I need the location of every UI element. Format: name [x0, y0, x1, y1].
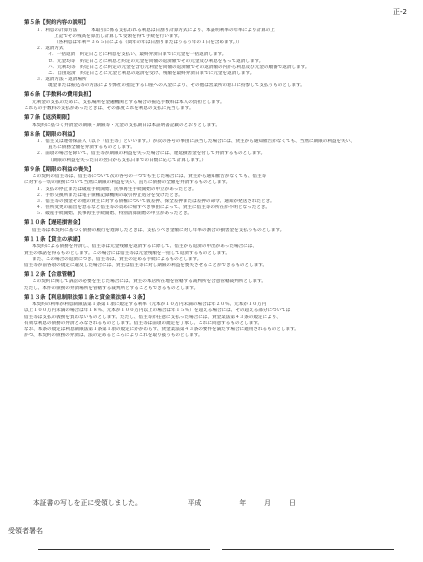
article-text-line: １．支払の停止または破産手続開始、民事再生手続開始の申立があったとき。: [36, 186, 197, 192]
article-text-line: かつ、本契約の債務の弁済は、法の定めるところによりこれを取り扱うものとします。: [24, 333, 203, 339]
article-text-line: ２．返済方式: [36, 46, 64, 52]
contract-article: [24, 132, 404, 164]
article-text-line: 元利金の支払のために、支払場所を金融機関とする場合の振込手数料は本人の負担とします。: [32, 99, 225, 105]
article-title: 第１３条【利息制限法第１条と貸金業法第４３条】: [24, 294, 148, 301]
article-text-line: （期限の利益を失った日の翌日から支払日までの日数に応じて計算します。）: [48, 157, 207, 163]
article-title: 第１１条【貸主の承諾】: [24, 236, 84, 243]
article-text-line: この契約の借主等は、借主等について次の各号の一つでも生じた場合には、貸主から通知催告がなくても、借主等: [32, 174, 267, 180]
article-title: 第１０条【遅延損害金】: [24, 220, 84, 227]
article-text-line: ４．住所変更の届出を怠るなど借主等の責めに帰すべき事由によって、貸主に借主等の所在が不明となったとき。: [36, 205, 270, 211]
article-text-line: ２．手形交換所または電子債権記録機関の取引停止処分を受けたとき。: [36, 192, 183, 198]
article-text-line: ニ．自由返済 約定日ごとに元金と利息の返済を受け、残額を最終弁済日までに元金を返済します。: [48, 70, 255, 76]
article-text-line: 現金または振込等の方法により弊社の指定する口座への入金により、その他は営業所の窓口に持参して支払うものとします。: [48, 83, 305, 89]
article-text-line: 以上１００万円未満の場合は年１８％、元本が１００万円以上の場合は年１５％）を超える場合には、その超える部分については: [24, 308, 291, 314]
year-label: 年: [239, 499, 247, 507]
contract-articles: [24, 20, 404, 342]
article-text-line: ３．返済方法・返済場所: [36, 77, 87, 83]
article-text-line: これらの手数料の支払があったときは、その都度これを利息の支払に充当します。: [24, 106, 194, 112]
contract-article: [24, 92, 404, 112]
article-text-line: 借主等が前各項の規定に違反した場合には、貸主は借主等に対し期限の利益を喪失させることができるものとします。: [24, 262, 268, 268]
signer-label: 受領者署名: [8, 527, 43, 535]
article-text-line: １．利息の計算方法 本取引に係る支払われる利息は日割り計算方式により、本証明利率の年率により計算の上: [36, 27, 275, 33]
article-text-line: （各利息は年利＝３６５日による（閏年の年は日割りまたはうるう年の１日を含めます。））: [54, 39, 242, 45]
article-text-line: イ．一括返済 約定日ごとに利息を支払い、最終弁済日までに元金を一括返済します。: [48, 52, 227, 58]
day-label: 日: [288, 499, 296, 507]
article-title: 第７条【返済期限】: [24, 115, 73, 122]
signature-line: [38, 549, 210, 550]
article-text-line: ３．借主等の預金その他の貸主に対する債権について仮差押、保全差押または差押の命令、通知が発送されたとき。: [36, 198, 275, 204]
article-text-line: に対する一切の債務について当然に期限の利益を失い、直ちに債務の全額を弁済するものとします。: [24, 180, 231, 186]
contract-article: [24, 220, 404, 234]
article-title: 第５条【契約内容の説明】: [24, 20, 89, 26]
article-text-line: ロ．元金均等 約定日ごとに利息と約定の元金を同額の返済額でその元金及び利息をもって返済します。: [48, 58, 264, 64]
article-text-line: 借主等は本契約に基づく債務の履行を遅滞したときは、支払うべき金額に対し年率の割合の損害金を支払うものとします。: [32, 227, 285, 233]
signature-line: [222, 549, 394, 550]
article-text-line: 直ちに債務全額を弁済するものとします。: [48, 145, 135, 151]
article-text-line: 本契約に基づく弁済金の期限・期限等・元金の支払期日は本証明書記載のとおりとします。: [32, 122, 220, 128]
article-title: 第８条【期限の利益】: [24, 131, 78, 138]
article-text-line: 有効な利息の債務の弁済とみなされるものとします。借主等は前項の規定を了承し、これに同意するものとします。: [24, 320, 263, 326]
article-title: 第１２条【合意管轄】: [24, 271, 78, 278]
contract-article: [24, 20, 404, 90]
contract-article: [24, 295, 404, 340]
receipt-statement: 本証書の写しを正に受領しました。: [33, 499, 142, 507]
article-text-line: 上記でその残高を算出し計算して受領を得て手続を行います。: [54, 33, 183, 39]
article-text-line: 貸主の承諾を得るものとします。この場合には借主等は元金残額を一括して返済するものとします。: [24, 250, 230, 256]
era-label: 平成: [187, 499, 202, 507]
article-text-line: ハ．元利均等 約定日ごとに約定の元金を含む元利金を同額の返済額でその返済額の内から利息及び元金の順番で返済します。: [48, 64, 310, 70]
article-text-line: ５．破産手続開始、民事再生手続開始、特別清算開始の申立があったとき。: [36, 211, 192, 217]
contract-article: [24, 167, 404, 218]
article-text-line: １．借主又は連帯保証人（以下「借主等」といいます。）が次の各号の事由に該当した場合には、貸主から通知催告がなくても、当然に期限の利益を失い、: [36, 139, 355, 145]
article-text-line: また、この場合の返済につき、借主等は、貸主の定める手続によるものとします。: [32, 256, 202, 262]
article-text-line: ただし、本件の債務の弁済場所を管轄する裁判所とすることもできるものとします。: [24, 285, 199, 291]
contract-article: [24, 237, 404, 269]
contract-article: [24, 115, 404, 129]
article-text-line: なお、本条の規定は利息制限法第１条第１項の規定にかかわらず、貸金業法第４３条の要件を満たす場合に適用されるものとします。: [24, 326, 299, 332]
article-text-line: 本契約による債務を弁済し、借主等は元金残額を返済するに際して、借主から返済の申出があった場合には、: [32, 244, 257, 250]
article-text-line: 借主等は支払の義務を負わないものとします。ただし、借主等が任意に支払った場合には、貸金業法第４３条の規定により、: [24, 314, 281, 320]
page-number: 正-2: [393, 8, 407, 16]
article-title: 第６条【手数料の費用負担】: [24, 92, 95, 99]
article-title: 第９条【期限の利益の喪失】: [24, 166, 95, 173]
article-text-line: ２．前項の場合を除いて、借主等が期限の利益を失った場合には、遅延損害金を付して弁済するものとします。: [36, 151, 266, 157]
article-text-line: この契約に関して訴訟の必要を生じた場合には、貸主の本店所在地を管轄する裁判所を合意管轄裁判所とします。: [32, 279, 266, 285]
month-label: 月: [264, 499, 271, 507]
contract-article: [24, 272, 404, 292]
article-text-line: 本契約の利率が利息制限法第１条第１項に規定する利率（元本が１０万円未満の場合は年２０％、元本が１０万円: [32, 302, 267, 308]
receipt-statement-row: [33, 497, 296, 507]
